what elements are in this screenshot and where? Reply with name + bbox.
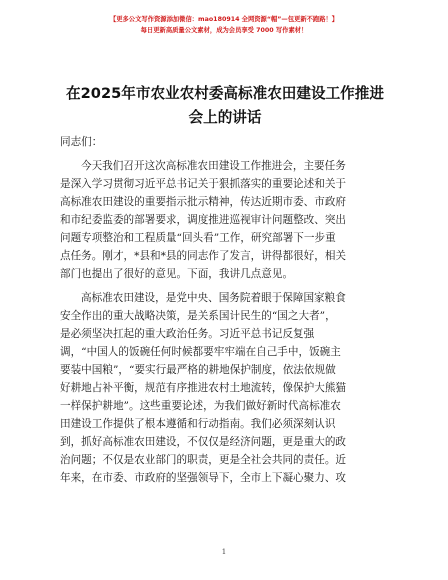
document-body <box>60 133 378 487</box>
text-line: 要装中国粮”，“要实行最严格的耕地保护制度，依法依规做 <box>60 364 336 376</box>
document-title: 在2025年市农业农村委高标准农田建设工作推进会上的讲话 <box>66 85 384 126</box>
text-line: 部门也提出了很好的意见。下面，我讲几点意见。 <box>60 268 294 280</box>
text-line: 好耕地占补平衡，规范有序推进农村土地流转，像保护大熊猫 <box>60 382 347 394</box>
promo-banner-line-1: 【更多公文写作资源添加微信：mao180914 全网资源“帽”—包更新不跑路！】 <box>109 16 339 23</box>
text-line: 今天我们召开这次高标准农田建设工作推进会，主要任务 <box>81 160 346 172</box>
text-line: 和市纪委监委的部署要求，调度推进巡视审计问题整改、突出 <box>60 214 347 226</box>
paragraph-1 <box>60 157 378 283</box>
text-line: 到，抓好高标准农田建设，不仅仅是经济问题，更是重大的政 <box>60 436 347 448</box>
text-line: 是必须坚决扛起的重大政治任务。习近平总书记反复强 <box>60 328 315 340</box>
text-line: 高标准农田建设，是党中央、国务院着眼于保障国家粮食 <box>81 292 346 304</box>
text-line: 一样保护耕地”。这些重要论述，为我们做好新时代高标准农 <box>60 400 341 412</box>
promo-banner-line-2: 每日更新高质量公文素材，成为会员享受 7000 写作素材！ <box>140 27 308 34</box>
text-line: 田建设工作提供了根本遵循和行动指南。我们必须深刻认识 <box>60 418 336 430</box>
text-line: 年来，在市委、市政府的坚强领导下，全市上下凝心聚力、攻 <box>60 472 347 484</box>
text-line: 是深入学习贯彻习近平总书记关于狠抓落实的重要论述和关于 <box>60 178 347 190</box>
paragraph-2 <box>60 289 378 487</box>
text-line: 治问题；不仅是农业部门的职责，更是全社会共同的责任。近 <box>60 454 347 466</box>
text-line: 高标准农田建设的重要指示批示精神，传达近期市委、市政府 <box>60 196 347 208</box>
text-line: 安全作出的重大战略决策，是关系国计民生的“国之大者”， <box>60 310 336 322</box>
text-line: 问题专项整治和工程质量“回头看”工作，研究部署下一步重 <box>60 232 336 244</box>
text-line: 点任务。刚才，*县和*县的同志作了发言，讲得都很好，相关 <box>60 250 347 262</box>
page-number: 1 <box>221 548 227 556</box>
greeting: 同志们： <box>60 136 103 148</box>
text-line: 调，“中国人的饭碗任何时候都要牢牢端在自己手中，饭碗主 <box>60 346 341 358</box>
